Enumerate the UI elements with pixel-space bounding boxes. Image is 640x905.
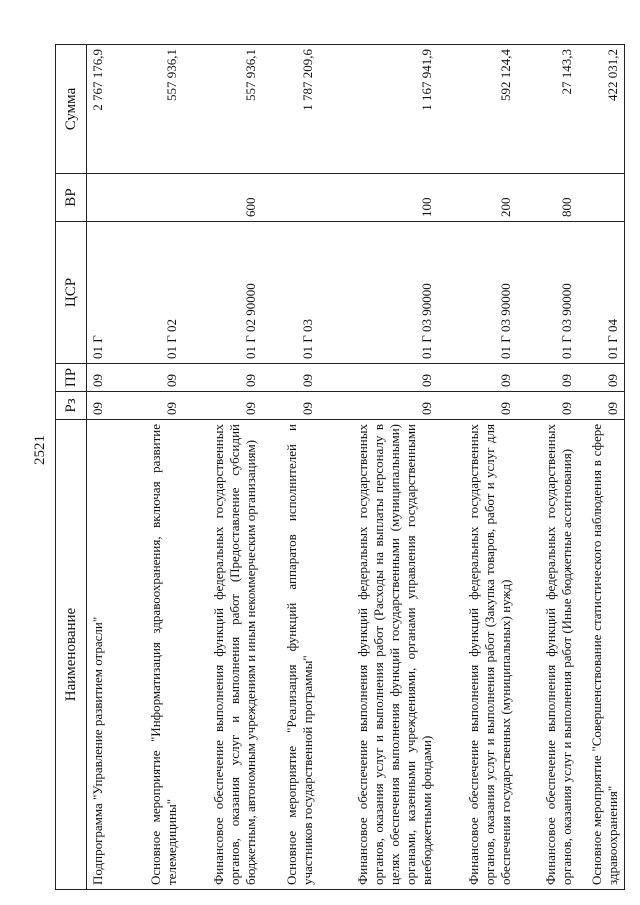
row-vr [128,174,183,222]
row-pr: 09 [517,364,578,392]
table-header-row [56,45,87,890]
header-rz: Рз [56,392,87,420]
row-name: Финансовое обеспечение выполнения функций федеральных государственных органов, оказания услуг и выполнения работ (Расходы на выплаты персоналу в целях обеспечения выполнения функций государственными (муниципальными) органами, казенными учреждениями, органами управления государственными внебюджетными фондами) [319,420,438,890]
row-pr: 09 [87,364,129,392]
row-vr [262,174,319,222]
row-csr: 01 Г [87,222,129,364]
row-csr: 01 Г 04 [578,222,624,364]
row-rz: 09 [517,392,578,420]
row-pr: 09 [128,364,183,392]
table-row [128,45,183,890]
header-vr: ВР [56,174,87,222]
row-pr: 09 [262,364,319,392]
table-row [517,45,578,890]
header-sum: Сумма [56,45,87,174]
row-sum: 422 031,2 [578,45,624,174]
row-vr: 600 [183,174,262,222]
table-row [319,45,438,890]
row-name: Основное мероприятие "Совершенствование статистического наблюдения в сфере здравоохранения" [578,420,624,890]
row-vr: 800 [517,174,578,222]
row-sum: 1 787 209,6 [262,45,319,174]
row-rz: 09 [319,392,438,420]
table-row [87,45,129,890]
row-csr: 01 Г 02 90000 [183,222,262,364]
table-row [262,45,319,890]
row-name: Основное мероприятие "Реализация функций аппаратов исполнителей и участников государственной программы" [262,420,319,890]
row-name: Финансовое обеспечение выполнения функций федеральных государственных органов, оказания услуг и выполнения работ (Закупка товаров, работ и услуг для обеспечения государственных (муниципальных) нужд) [438,420,517,890]
row-sum: 557 936,1 [128,45,183,174]
budget-table [55,44,625,890]
row-rz: 09 [578,392,624,420]
row-sum: 592 124,4 [438,45,517,174]
row-rz: 09 [183,392,262,420]
header-csr: ЦСР [56,222,87,364]
row-vr: 200 [438,174,517,222]
row-sum: 1 167 941,9 [319,45,438,174]
row-sum: 27 143,3 [517,45,578,174]
row-rz: 09 [438,392,517,420]
header-name: Наименование [56,420,87,890]
row-sum: 557 936,1 [183,45,262,174]
row-csr: 01 Г 03 90000 [517,222,578,364]
table-row [183,45,262,890]
table-row [578,45,624,890]
row-name: Основное мероприятие "Информатизация здравоохранения, включая развитие телемедицины" [128,420,183,890]
page-number: 2521 [32,435,48,465]
row-pr: 09 [438,364,517,392]
row-pr: 09 [319,364,438,392]
row-rz: 09 [262,392,319,420]
row-csr: 01 Г 02 [128,222,183,364]
row-vr: 100 [319,174,438,222]
row-name: Подпрограмма "Управление развитием отрасли" [87,420,129,890]
row-csr: 01 Г 03 [262,222,319,364]
table-row [438,45,517,890]
row-name: Финансовое обеспечение выполнения функций федеральных государственных органов, оказания услуг и выполнения работ (Предоставление субсидий бюджетным, автономным учреждениям и иным некоммерческим организациям) [183,420,262,890]
row-rz: 09 [128,392,183,420]
row-vr [87,174,129,222]
row-pr: 09 [578,364,624,392]
row-rz: 09 [87,392,129,420]
row-vr [578,174,624,222]
row-csr: 01 Г 03 90000 [319,222,438,364]
row-name: Финансовое обеспечение выполнения функций федеральных государственных органов, оказания услуг и выполнения работ (Иные бюджетные ассигнования) [517,420,578,890]
budget-table-container [55,45,625,890]
row-csr: 01 Г 03 90000 [438,222,517,364]
row-pr: 09 [183,364,262,392]
row-sum: 2 767 176,9 [87,45,129,174]
header-pr: ПР [56,364,87,392]
